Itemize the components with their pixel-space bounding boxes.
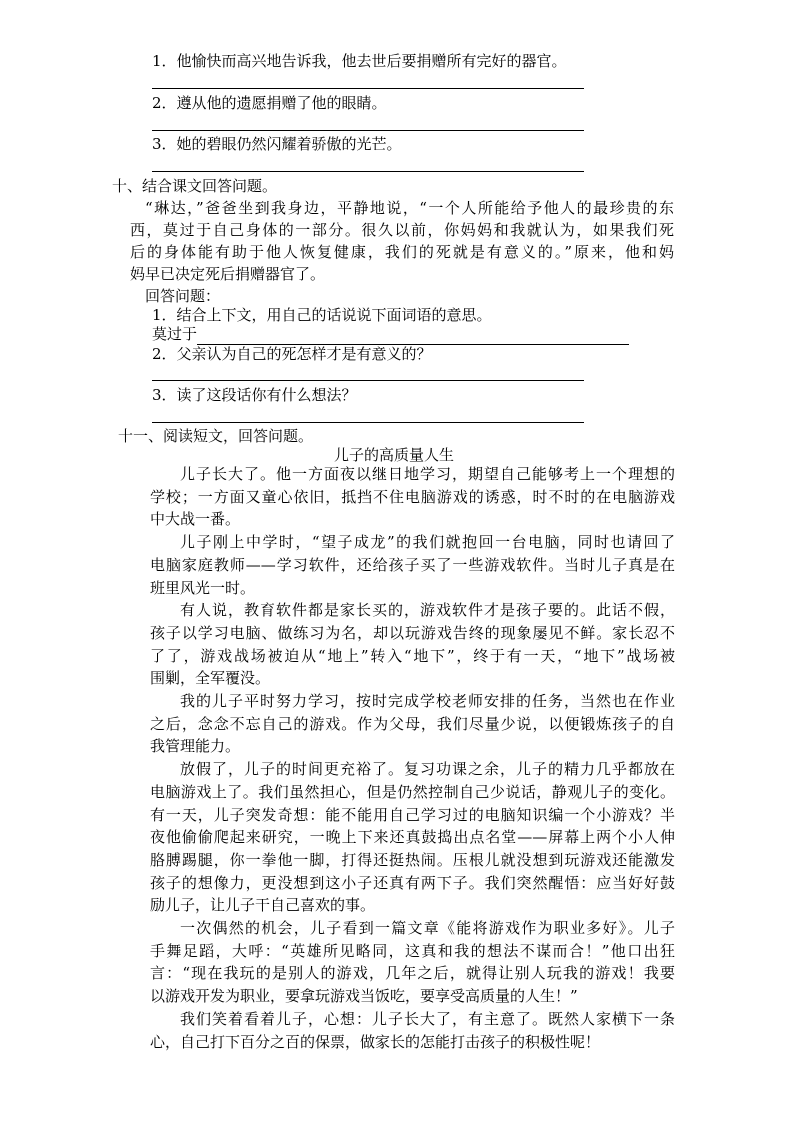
question-1: 1．结合上下文，用自己的话说说下面词语的意思。 bbox=[152, 306, 492, 324]
word-prompt: 莫过于 bbox=[152, 325, 198, 343]
word-prompt-row bbox=[152, 323, 629, 345]
question-3: 3．读了这段话你有什么想法？ bbox=[152, 386, 357, 404]
article-line: 以游戏开发为职业，要拿玩游戏当饭吃，要享受高质量的人生！” bbox=[150, 987, 578, 1005]
article-line: 儿子刚上中学时，“望子成龙”的我们就抱回一台电脑，同时也请回了 bbox=[180, 533, 675, 551]
article-line: 放假了，儿子的时间更充裕了。复习功课之余，儿子的精力几乎都放在 bbox=[180, 760, 675, 778]
article-line: 之后，念念不忘自己的游戏。作为父母，我们尽量少说，以便锻炼孩子的自 bbox=[150, 715, 675, 733]
article-line: 孩子的想像力，更没想到这小子还真有两下子。我们突然醒悟：应当好好鼓 bbox=[150, 874, 675, 892]
article-line: 励儿子，让儿子干自己喜欢的事。 bbox=[150, 896, 376, 914]
article-line: 儿子长大了。他一方面夜以继日地学习，期望自己能够考上一个理想的 bbox=[180, 465, 675, 483]
article-line: 言：“现在我玩的是别人的游戏，几年之后，就得让别人玩我的游戏！我要 bbox=[150, 964, 675, 982]
article-line: 我的儿子平时努力学习，按时完成学校老师安排的任务，当然也在作业 bbox=[180, 692, 675, 710]
question-item-3: 3．她的碧眼仍然闪耀着骄傲的光芒。 bbox=[152, 135, 402, 153]
question-2: 2．父亲认为自己的死怎样才是有意义的？ bbox=[152, 345, 432, 363]
answer-line bbox=[152, 130, 584, 131]
passage-line: 后的身体能有助于他人恢复健康，我们的死就是有意义的。”原来，他和妈 bbox=[130, 243, 674, 261]
article-line: 了了，游戏战场被迫从“地上”转入“地下”，终于有一天，“地下”战场被 bbox=[150, 647, 675, 665]
section-10-heading: 十、结合课文回答问题。 bbox=[112, 177, 278, 195]
passage-line: 妈早已决定死后捐赠器官了。 bbox=[130, 265, 326, 283]
article-line: 胳膊踢腿，你一拳他一脚，打得还挺热闹。压根儿就没想到玩游戏还能激发 bbox=[150, 851, 675, 869]
question-item-2: 2．遵从他的遗愿捐赠了他的眼睛。 bbox=[152, 94, 387, 112]
passage-line: 西，莫过于自己身体的一部分。很久以前，你妈妈和我就认为，如果我们死 bbox=[130, 221, 674, 239]
article-line: 中大战一番。 bbox=[150, 510, 241, 528]
answer-line bbox=[152, 422, 584, 423]
answer-line bbox=[152, 171, 584, 172]
article-line: 有人说，教育软件都是家长买的，游戏软件才是孩子要的。此话不假， bbox=[180, 601, 675, 619]
article-line: 围剿，全军覆没。 bbox=[150, 669, 271, 687]
article-title: 儿子的高质量人生 bbox=[334, 446, 455, 464]
article-line: 有一天，儿子突发奇想：能不能用自己学习过的电脑知识编一个小游戏？半 bbox=[150, 806, 675, 824]
article-line: 孩子以学习电脑、做练习为名，却以玩游戏告终的现象屡见不鲜。家长忍不 bbox=[150, 624, 675, 642]
article-line: 手舞足蹈，大呼：“英雄所见略同，这真和我的想法不谋而合！”他口出狂 bbox=[150, 942, 675, 960]
passage-line: “琳达，”爸爸坐到我身边，平静地说，“一个人所能给予他人的最珍贵的东 bbox=[145, 199, 674, 217]
section-11-heading: 十一、阅读短文，回答问题。 bbox=[118, 427, 314, 445]
article-line: 心，自己打下百分之百的保票，做家长的怎能打击孩子的积极性呢！ bbox=[150, 1033, 601, 1051]
article-line: 学校；一方面又童心依旧，抵挡不住电脑游戏的诱惑，时不时的在电脑游戏 bbox=[150, 488, 675, 506]
article-line: 电脑家庭教师——学习软件，还给孩子买了一些游戏软件。当时儿子真是在 bbox=[150, 556, 675, 574]
article-line: 我们笑着看着儿子，心想：儿子长大了，有主意了。既然人家横下一条 bbox=[180, 1010, 675, 1028]
article-line: 夜他偷偷爬起来研究，一晚上下来还真鼓捣出点名堂——屏幕上两个小人伸 bbox=[150, 828, 675, 846]
article-line: 一次偶然的机会，儿子看到一篇文章《能将游戏作为职业多好》。儿子 bbox=[180, 919, 675, 937]
answer-label: 回答问题： bbox=[145, 287, 221, 305]
answer-line bbox=[152, 380, 584, 381]
answer-line bbox=[152, 88, 584, 89]
article-line: 我管理能力。 bbox=[150, 737, 241, 755]
question-item-1: 1．他愉快而高兴地告诉我，他去世后要捐赠所有完好的器官。 bbox=[152, 52, 567, 70]
article-line: 班里风光一时。 bbox=[150, 579, 256, 597]
article-line: 电脑游戏上了。我们虽然担心，但是仍然控制自己少说话，静观儿子的变化。 bbox=[150, 783, 675, 801]
